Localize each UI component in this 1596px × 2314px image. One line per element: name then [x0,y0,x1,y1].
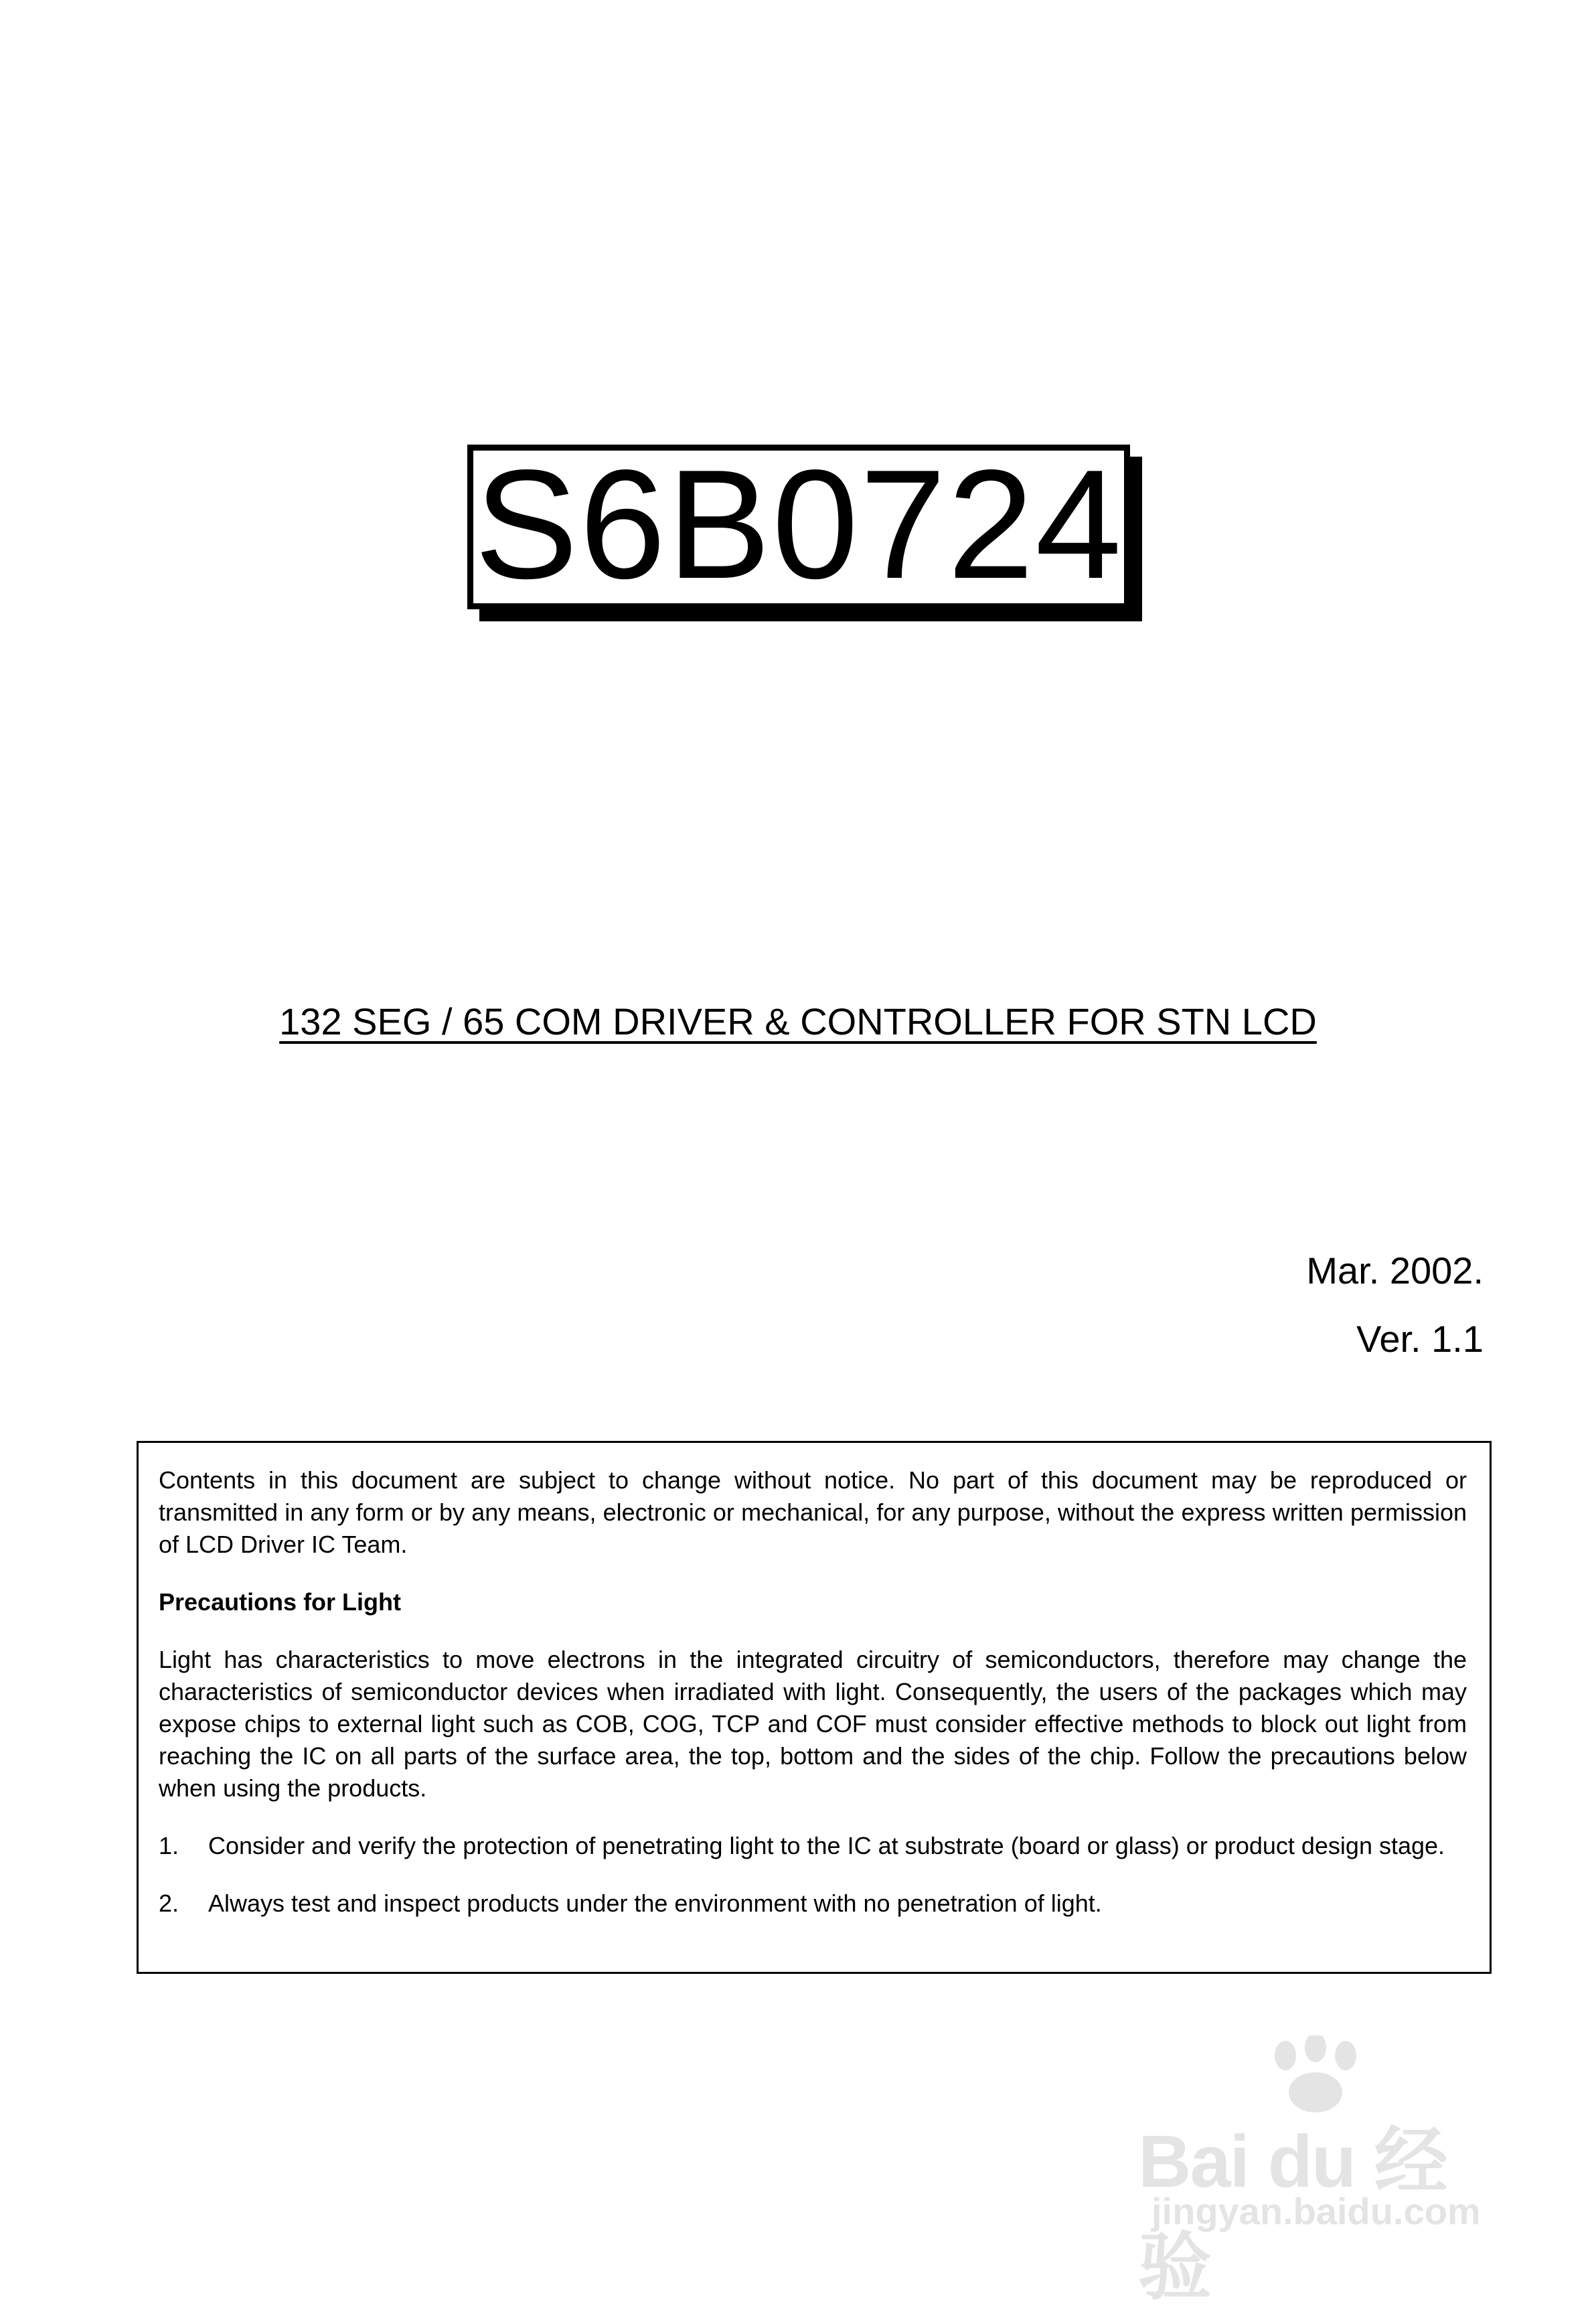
document-subtitle [0,1000,1596,1043]
subtitle-text: 132 SEG / 65 COM DRIVER & CONTROLLER FOR STN LCD [279,1000,1317,1043]
title-box [467,438,1142,621]
list-item-text: Always test and inspect products under the environment with no penetration of light. [208,1889,1102,1917]
notice-box [137,1441,1492,1974]
document-version: Ver. 1.1 [1356,1318,1484,1360]
document-title: S6B0724 [474,438,1123,611]
list-item-text: Consider and verify the protection of penetrating light to the IC at substrate (board or glass) or product design stage. [208,1832,1445,1859]
precautions-heading: Precautions for Light [159,1588,402,1616]
list-item-number: 1. [159,1832,179,1859]
document-date: Mar. 2002. [1306,1249,1484,1292]
notice-intro: Contents in this document are subject to change without notice. No part of this document may be reproduced or transmitted in any form or by any means, electronic or mechanical, for any purpose, without the express written permission of LCD Driver IC Team. [159,1466,1467,1558]
precautions-paragraph: Light has characteristics to move electrons in the integrated circuitry of semiconductors, therefore may change the characteristics of semiconductor devices when irradiated with light. Consequently, the users of the packages which may expose chips to external light such as COB, COG, TCP and COF must consider effective methods to block out light from reaching the IC on all parts of the surface area, the top, bottom and the sides of the chip. Follow the precautions below when using the products. [159,1646,1467,1802]
watermark-url: jingyan.baidu.com [1151,2190,1481,2232]
title-frame [467,438,1130,611]
list-item [159,1830,1467,1862]
baidu-watermark [1125,2035,1500,2309]
list-item [159,1887,1467,1920]
list-item-number: 2. [159,1889,179,1917]
watermark-brand: Bai du 经验 [1138,2120,1447,2309]
